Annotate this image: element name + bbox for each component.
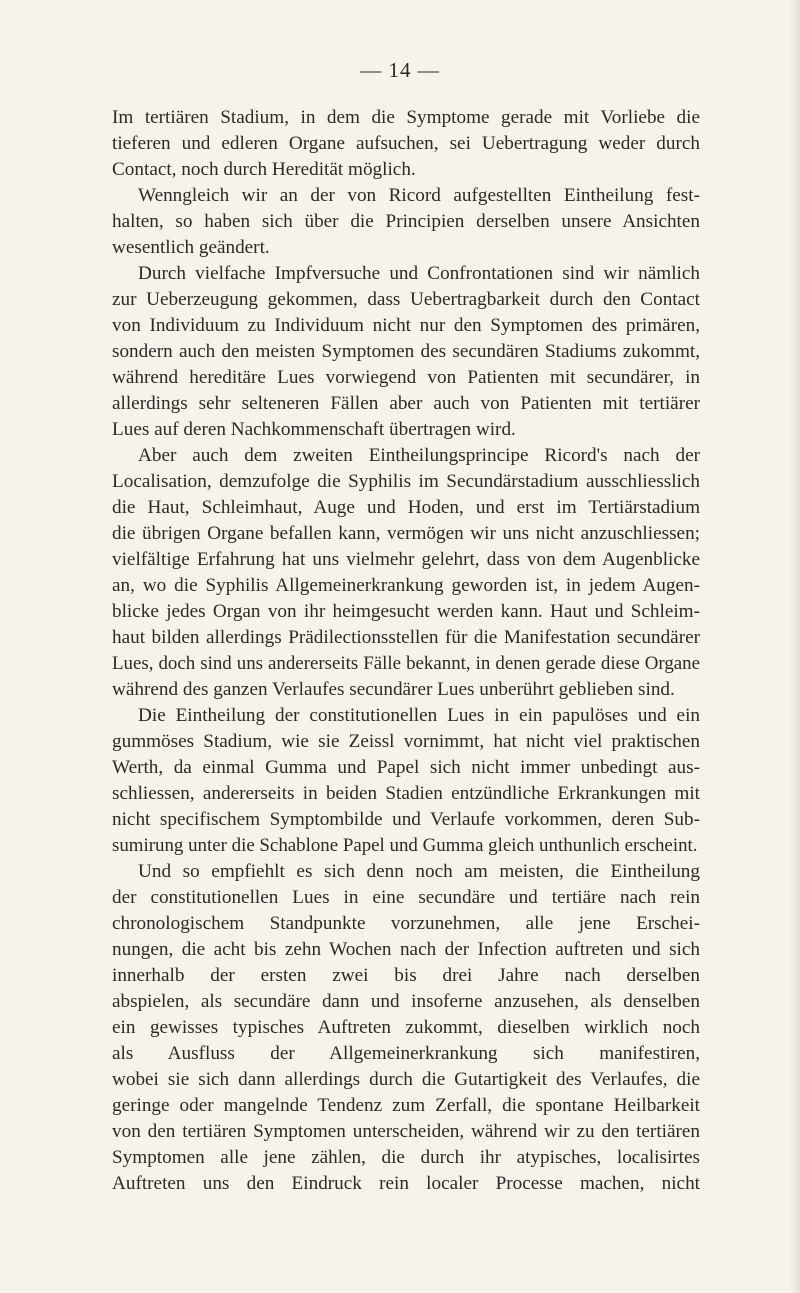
text-line: an, wo die Syphilis Allgemeinerkrankung geworden ist, in jedem Augen-: [112, 575, 700, 596]
text-line: wobei sie sich dann allerdings durch die Gutartigkeit des Verlaufes, die: [112, 1069, 700, 1090]
text-line: zur Ueberzeugung gekommen, dass Uebertragbarkeit durch den Contact: [112, 289, 700, 310]
text-line: haut bilden allerdings Prädilectionsstellen für die Manifestation secundärer: [112, 627, 700, 648]
text-line: Lues, doch sind uns andererseits Fälle bekannt, in denen gerade diese Organe: [112, 653, 700, 674]
text-line: abspielen, als secundäre dann und insoferne anzusehen, als denselben: [112, 991, 700, 1012]
text-line: Symptomen alle jene zählen, die durch ihr atypisches, localisirtes: [112, 1147, 700, 1168]
text-line: sondern auch den meisten Symptomen des secundären Stadiums zukommt,: [112, 341, 700, 362]
text-line: Contact, noch durch Heredität möglich.: [112, 159, 416, 180]
text-line: Wenngleich wir an der von Ricord aufgestellten Eintheilung fest-: [138, 185, 700, 206]
text-line: Im tertiären Stadium, in dem die Symptome gerade mit Vorliebe die: [112, 107, 700, 128]
text-line: von Individuum zu Individuum nicht nur den Symptomen des primären,: [112, 315, 700, 336]
text-line: nicht specifischem Symptombilde und Verlaufe vorkommen, deren Sub-: [112, 809, 700, 830]
text-line: Und so empfiehlt es sich denn noch am meisten, die Eintheilung: [138, 861, 700, 882]
text-line: während des ganzen Verlaufes secundärer Lues unberührt geblieben sind.: [112, 679, 675, 700]
text-line: Werth, da einmal Gumma und Papel sich nicht immer unbedingt aus-: [112, 757, 700, 778]
text-line: vielfältige Erfahrung hat uns vielmehr gelehrt, dass von dem Augenblicke: [112, 549, 700, 570]
text-line: Durch vielfache Impfversuche und Confrontationen sind wir nämlich: [138, 263, 700, 284]
text-line: innerhalb der ersten zwei bis drei Jahre nach derselben: [112, 965, 700, 986]
text-line: schliessen, andererseits in beiden Stadien entzündliche Erkrankungen mit: [112, 783, 700, 804]
text-line: blicke jedes Organ von ihr heimgesucht werden kann. Haut und Schleim-: [112, 601, 700, 622]
page-number: — 14 —: [360, 58, 440, 82]
text-line: gummöses Stadium, wie sie Zeissl vornimmt, hat nicht viel praktischen: [112, 731, 700, 752]
text-line: ein gewisses typisches Auftreten zukommt, dieselben wirklich noch: [112, 1017, 700, 1038]
text-line: chronologischem Standpunkte vorzunehmen, alle jene Erschei-: [112, 913, 700, 934]
text-line: Die Eintheilung der constitutionellen Lues in ein papulöses und ein: [138, 705, 700, 726]
text-line: sumirung unter die Schablone Papel und Gumma gleich unthunlich erscheint.: [112, 835, 698, 856]
text-line: geringe oder mangelnde Tendenz zum Zerfall, die spontane Heilbarkeit: [112, 1095, 700, 1116]
text-line: Aber auch dem zweiten Eintheilungsprincipe Ricord's nach der: [138, 445, 700, 466]
text-line: während hereditäre Lues vorwiegend von Patienten mit secundärer, in: [112, 367, 700, 388]
text-line: nungen, die acht bis zehn Wochen nach der Infection auftreten und sich: [112, 939, 700, 960]
text-line: Auftreten uns den Eindruck rein localer Processe machen, nicht: [112, 1173, 700, 1194]
text-line: tieferen und edleren Organe aufsuchen, sei Uebertragung weder durch: [112, 133, 700, 154]
text-line: Localisation, demzufolge die Syphilis im Secundärstadium ausschliesslich: [112, 471, 700, 492]
text-line: die Haut, Schleimhaut, Auge und Hoden, und erst im Tertiärstadium: [112, 497, 700, 518]
text-line: Lues auf deren Nachkommenschaft übertragen wird.: [112, 419, 516, 440]
text-line: wesentlich geändert.: [112, 237, 270, 258]
text-line: als Ausfluss der Allgemeinerkrankung sich manifestiren,: [112, 1043, 700, 1064]
text-line: der constitutionellen Lues in eine secundäre und tertiäre nach rein: [112, 887, 700, 908]
text-line: die übrigen Organe befallen kann, vermögen wir uns nicht anzuschliessen;: [112, 523, 700, 544]
text-line: halten, so haben sich über die Principien derselben unsere Ansichten: [112, 211, 700, 232]
page-edge-shadow: [790, 0, 800, 1293]
text-line: von den tertiären Symptomen unterscheiden, während wir zu den tertiären: [112, 1121, 700, 1142]
text-line: allerdings sehr selteneren Fällen aber auch von Patienten mit tertiärer: [112, 393, 700, 414]
